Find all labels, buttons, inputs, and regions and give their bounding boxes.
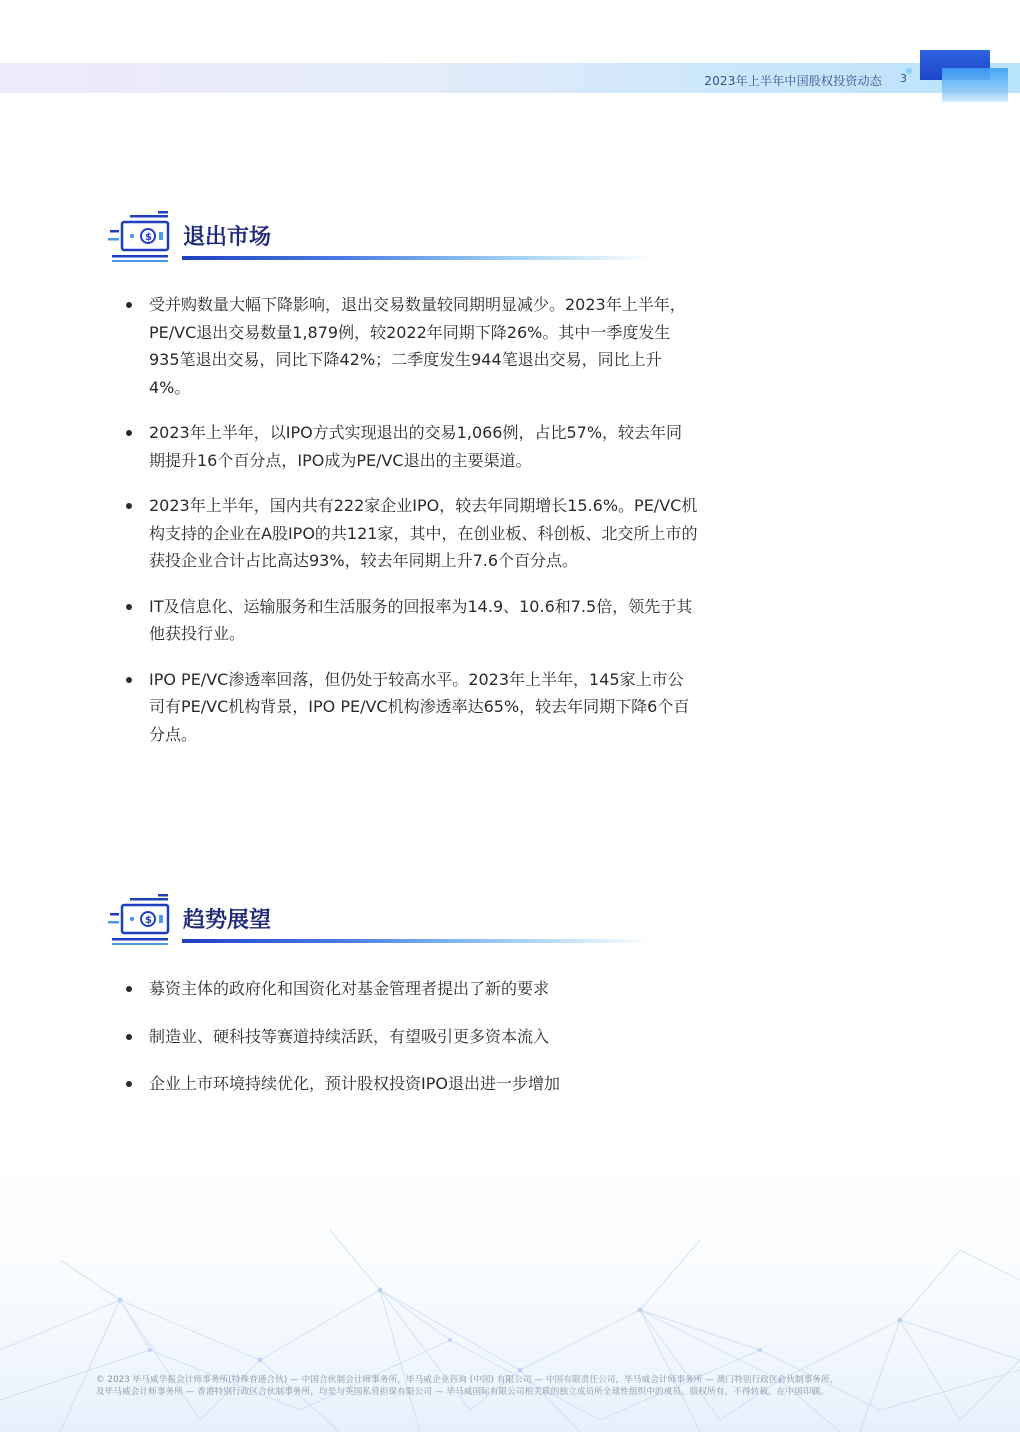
list-item: 受并购数量大幅下降影响，退出交易数量较同期明显减少。2023年上半年，PE/VC退出交易数量1,879例，较2022年同期下降26%。其中一季度发生935笔退出交易，同比下降42%；二季度发生944笔退出交易，同比上升4%。 (118, 291, 698, 401)
copyright-footer (96, 1374, 946, 1398)
section-title: 趋势展望 (183, 908, 272, 933)
header-decor-block-light (942, 68, 1008, 102)
section-trend-outlook (108, 893, 668, 949)
exit-market-bullets (118, 291, 698, 766)
list-item: IT及信息化、运输服务和生活服务的回报率为14.9、10.6和7.5倍，领先于其他获投行业。 (118, 593, 698, 648)
list-item: 2023年上半年，国内共有222家企业IPO，较去年同期增长15.6%。PE/VC机构支持的企业在A股IPO的共121家，其中，在创业板、科创板、北交所上市的获投企业合计占比高达93%，较去年同期上升7.6个百分点。 (118, 492, 698, 575)
section-exit-market (108, 210, 668, 266)
trend-outlook-bullets (118, 975, 698, 1118)
section-underline (182, 256, 652, 260)
list-item: IPO PE/VC渗透率回落，但仍处于较高水平。2023年上半年，145家上市公司有PE/VC机构背景，IPO PE/VC机构渗透率达65%，较去年同期下降6个百分点。 (118, 666, 698, 749)
report-title: 2023年上半年中国股权投资动态 (704, 74, 882, 88)
money-bill-icon (108, 893, 174, 945)
list-item: 2023年上半年，以IPO方式实现退出的交易1,066例，占比57%，较去年同期提升16个百分点，IPO成为PE/VC退出的主要渠道。 (118, 419, 698, 474)
section-underline (182, 939, 652, 943)
list-item: 企业上市环境持续优化，预计股权投资IPO退出进一步增加 (118, 1070, 698, 1098)
svg-text:$: $ (145, 915, 152, 926)
svg-text:$: $ (145, 232, 152, 243)
list-item: 募资主体的政府化和国资化对基金管理者提出了新的要求 (118, 975, 698, 1003)
money-bill-icon (108, 210, 174, 262)
list-item: 制造业、硬科技等赛道持续活跃，有望吸引更多资本流入 (118, 1023, 698, 1051)
copyright-line: © 2023 毕马威华振会计师事务所(特殊普通合伙) — 中国合伙制会计师事务所，毕马威企业咨询 (中国) 有限公司 — 中国有限责任公司，毕马威会计师事务所 — 澳门特别行政区合伙制事务所， (96, 1375, 839, 1385)
section-title: 退出市场 (183, 225, 272, 250)
page-number: 3 (900, 72, 907, 85)
copyright-line: 及毕马威会计师事务所 — 香港特别行政区合伙制事务所，均是与英国私营担保有限公司 — 毕马威国际有限公司相关联的独立成员所全球性组织中的成员。版权所有，不得转载。在中国印刷。 (96, 1387, 829, 1397)
